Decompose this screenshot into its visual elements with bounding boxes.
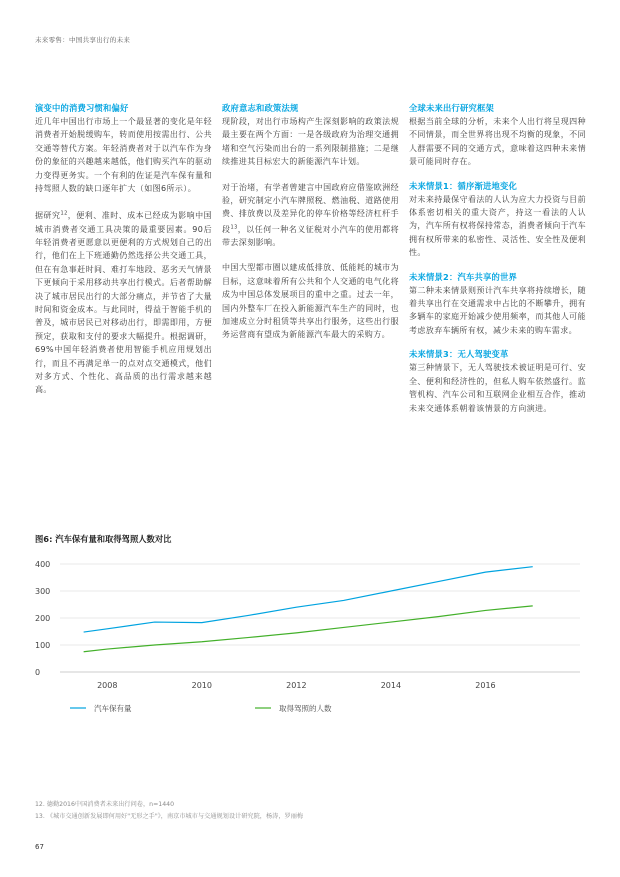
page-number: 67: [35, 843, 44, 851]
legend-label: 取得驾照的人数: [279, 704, 332, 713]
scenario-3-text: 第三种情景下，无人驾驶技术被证明是可行、安全、便利和经济性的，但私人购车依然盛行。监管机构、汽车公司和互联网企业相互合作，推动未来交通体系朝着该情景的方向演进。: [409, 363, 586, 413]
paragraph-text: 据研究$^{12}$，便利、准时、成本已经成为影响中国城市消费者交通工具决策的最重要因素。90后年轻消费者更愿意以更便利的方式规划自己的出行，他们在上下班通勤仍然选择公共交通工具，但在有急事赶时间、难打车地段、恶劣天气情景下更倾向于采用移动共享出行模式。后者帮助解决了城市居民出行的大部分痛点，并节省了大量时间和资金成本。与此同时，得益于智能手机的普及，城市居民已对移动出行，即需即用，方便预定，获取和支付的要求大幅提升。根据调研，69%中国年轻消费者使用智能手机应用规划出行，而且不再满足单一的点对点交通模式，他们对多方式、个性化、高品质的出行需求越来越高。: [35, 210, 212, 395]
column-future-mobility: [409, 103, 586, 427]
x-tick-label: 2008: [97, 681, 118, 690]
x-tick-label: 2014: [380, 681, 402, 690]
x-tick-label: 2010: [191, 681, 212, 690]
scenario-1-text: 对未来持最保守看法的人认为应大力投资与目前体系密切相关的重大资产，持这一看法的人认为，汽车所有权将保持常态，消费者倾向于汽车拥有权所带来的私密性、灵活性、安全性及便利性。: [409, 194, 586, 258]
scenario-3-heading: 未来情景3：无人驾驶变革: [409, 349, 509, 360]
scenario-1-heading: 未来情景1：循序渐进地变化: [409, 180, 517, 191]
column-consumer-habits: [35, 103, 212, 409]
paragraph-text: 对于治堵，有学者曾建言中国政府应借鉴欧洲经验，研究制定小汽车牌照税、燃油税、道路使用费、排放费以及差异化的停车价格等经济杠杆手段$^{13}$，以任何一种名义征税对小汽车的使用都将带去深刻影响。: [222, 182, 399, 247]
footnote-marker: 13: [230, 223, 238, 230]
column-government-policy: [222, 103, 399, 354]
footnotes: [35, 799, 303, 822]
running-header: 未来零售：中国共享出行的未来: [35, 36, 131, 44]
scenario-2-text: 第二种未来情景则预计汽车共享将持续增长，随着共享出行在交通需求中占比的不断攀升，拥有多辆车的家庭开始减少使用频率，而其他人可能考虑放弃车辆所有权，减少未来的购车需求。: [409, 285, 586, 335]
y-tick-label: 200: [35, 614, 51, 623]
footnote-13: 13. 《城市交通创新发展即何用好"无形之手"》，南京市城市与交通规划设计研究院，杨涛，罗丽梅: [35, 812, 304, 820]
x-tick-label: 2016: [475, 681, 496, 690]
section-heading: 全球未来出行研究框架: [409, 103, 494, 113]
series-line-1: [84, 567, 533, 632]
paragraph: 中国大型都市圈以建成低排放、低能耗的城市为目标，这意味着所有公共和个人交通的电气化将成为中国总体发展项目的重中之重。过去一年，国内外整车厂在投入新能源汽车生产的同时，也加速成立分时租赁等共享出行服务，这些出行服务运营商有望成为新能源汽车最大的采购方。: [222, 263, 399, 340]
y-tick-label: 300: [35, 587, 51, 596]
scenario-2-heading: 未来情景2：汽车共享的世界: [409, 271, 517, 282]
x-tick-label: 2012: [286, 681, 307, 690]
y-tick-label: 100: [35, 641, 51, 650]
line-chart: [30, 550, 590, 720]
footnote-marker: 12: [60, 210, 68, 217]
paragraph: [35, 207, 212, 396]
figure-title: 图6: 汽车保有量和取得驾照人数对比: [35, 534, 172, 544]
paragraph: [222, 181, 399, 250]
y-tick-label: 400: [35, 560, 51, 569]
paragraph: 根据当前全球的分析，未来个人出行将呈现四种不同情景，而全世界将出现不均衡的现象，不同人群需要不同的交通方式，意味着这四种未来情景可能同时存在。: [409, 117, 586, 167]
footnote-12: 12. 德勤2016中国消费者未来出行问卷，n=1440: [35, 801, 175, 808]
legend-label: 汽车保有量: [94, 704, 132, 713]
paragraph: 近几年中国出行市场上一个最显著的变化是年轻消费者开始脱缓购车，转而使用按需出行、公共交通等替代方案。年轻消费者对于以汽车作为身份的象征的兴趣越来越低，他们购买汽车的驱动力变得更务实。一个有利的佐证是汽车保有量和持驾照人数的缺口逐年扩大（如图6所示）。: [35, 117, 212, 194]
section-heading: 政府意志和政策法规: [222, 103, 299, 113]
y-tick-label: 0: [35, 668, 41, 677]
paragraph: 现阶段，对出行市场构产生深刻影响的政策法规最主要在两个方面：一是各级政府为治理交通拥堵和空气污染而出台的一系列限制措施；二是继续推进其目标宏大的新能源汽车计划。: [222, 117, 399, 167]
section-heading: 演变中的消费习惯和偏好: [35, 103, 129, 113]
